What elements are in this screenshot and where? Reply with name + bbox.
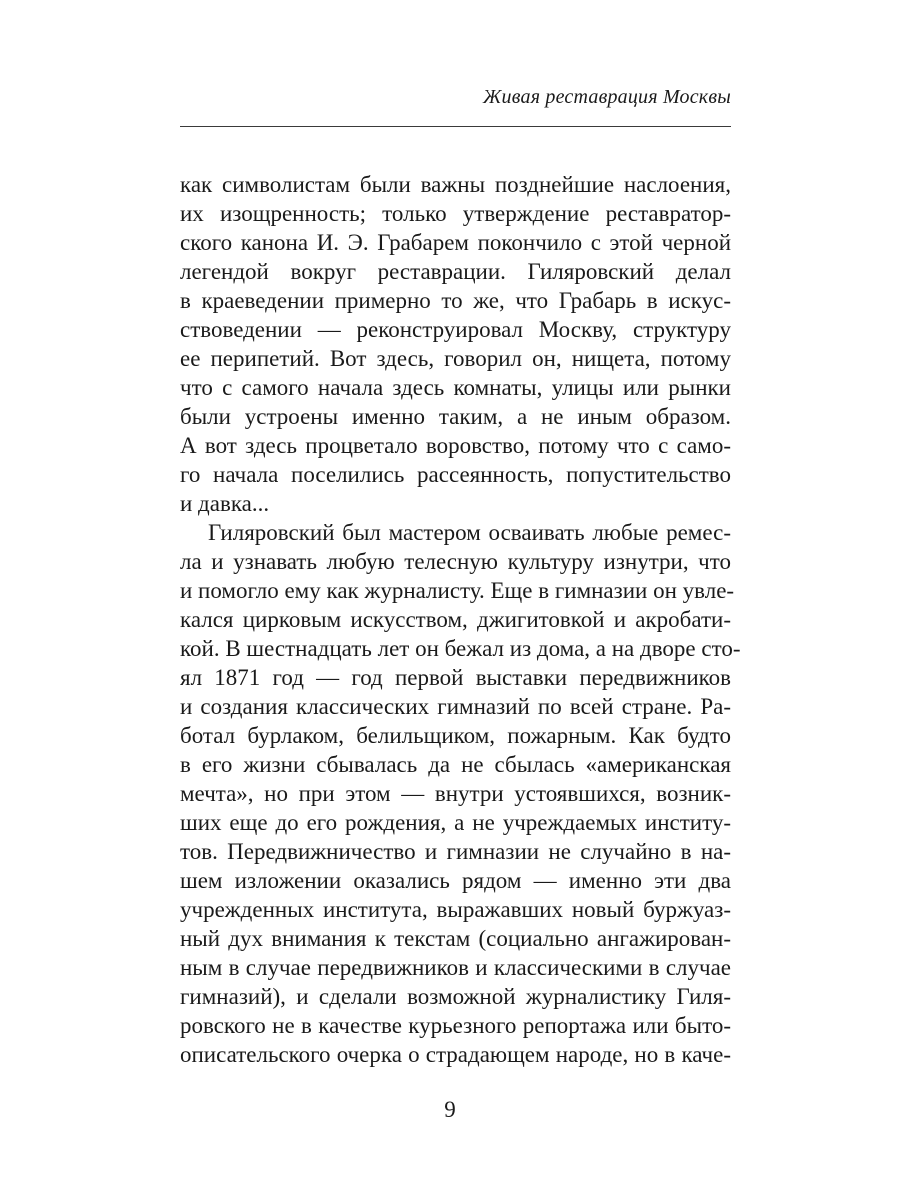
text-line: ствоведении — реконструировал Москву, структуру (180, 317, 731, 342)
text-line: мечта», но при этом — внутри устоявшихся, возник- (180, 781, 731, 806)
text-line: го начала поселились рассеянность, попустительство (180, 462, 731, 487)
text-line: и давка... (180, 491, 270, 516)
page-number: 9 (444, 1097, 456, 1122)
text-line: ным в случае передвижников и классическими в случае (180, 955, 731, 980)
paragraph-1 (180, 170, 731, 518)
text-line: ровского не в качестве курьезного репортажа или быто- (180, 1013, 731, 1038)
text-line: ял 1871 год — год первой выставки передвижников (180, 665, 731, 690)
header-rule (180, 126, 731, 127)
text-line: были устроены именно таким, а не иным образом. (180, 404, 731, 429)
text-line: ших еще до его рождения, а не учреждаемых институ- (180, 810, 731, 835)
text-line: что с самого начала здесь комнаты, улицы или рынки (180, 375, 731, 400)
text-line: гимназий), и сделали возможной журналистику Гиля- (180, 984, 731, 1009)
text-line: учрежденных института, выражавших новый буржуаз- (180, 897, 731, 922)
text-line: ского канона И. Э. Грабарем покончило с этой черной (180, 230, 731, 255)
text-line: легендой вокруг реставрации. Гиляровский делал (180, 259, 731, 284)
text-line: кой. В шестнадцать лет он бежал из дома, а на дворе сто- (180, 636, 741, 661)
text-line: ее перипетий. Вот здесь, говорил он, нищета, потому (180, 346, 731, 371)
text-line: Гиляровский был мастером осваивать любые ремес- (208, 520, 731, 545)
text-line: как символистам были важны позднейшие наслоения, (180, 172, 731, 197)
body-text (180, 170, 741, 1069)
text-line: их изощренность; только утверждение реставратор- (180, 201, 731, 226)
text-line: кался цирковым искусством, джигитовкой и акробати- (180, 607, 731, 632)
running-title: Живая реставрация Москвы (483, 86, 731, 108)
text-line: в краеведении примерно то же, что Грабарь в искус- (180, 288, 731, 313)
text-line: ботал бурлаком, белильщиком, пожарным. Как будто (180, 723, 731, 748)
text-line: описательского очерка о страдающем народе, но в каче- (180, 1042, 731, 1067)
text-line: и создания классических гимназий по всей стране. Ра- (180, 694, 731, 719)
paragraph-2 (180, 518, 741, 1069)
text-line: А вот здесь процветало воровство, потому что с само- (180, 433, 731, 458)
text-line: в его жизни сбывалась да не сбылась «американская (180, 752, 731, 777)
text-line: ла и узнавать любую телесную культуру изнутри, что (180, 549, 731, 574)
text-line: и помогло ему как журналисту. Еще в гимназии он увле- (180, 578, 735, 603)
text-line: тов. Передвижничество и гимназии не случайно в на- (180, 839, 731, 864)
text-line: ный дух внимания к текстам (социально ангажирован- (180, 926, 731, 951)
text-line: шем изложении оказались рядом — именно эти два (180, 868, 731, 893)
